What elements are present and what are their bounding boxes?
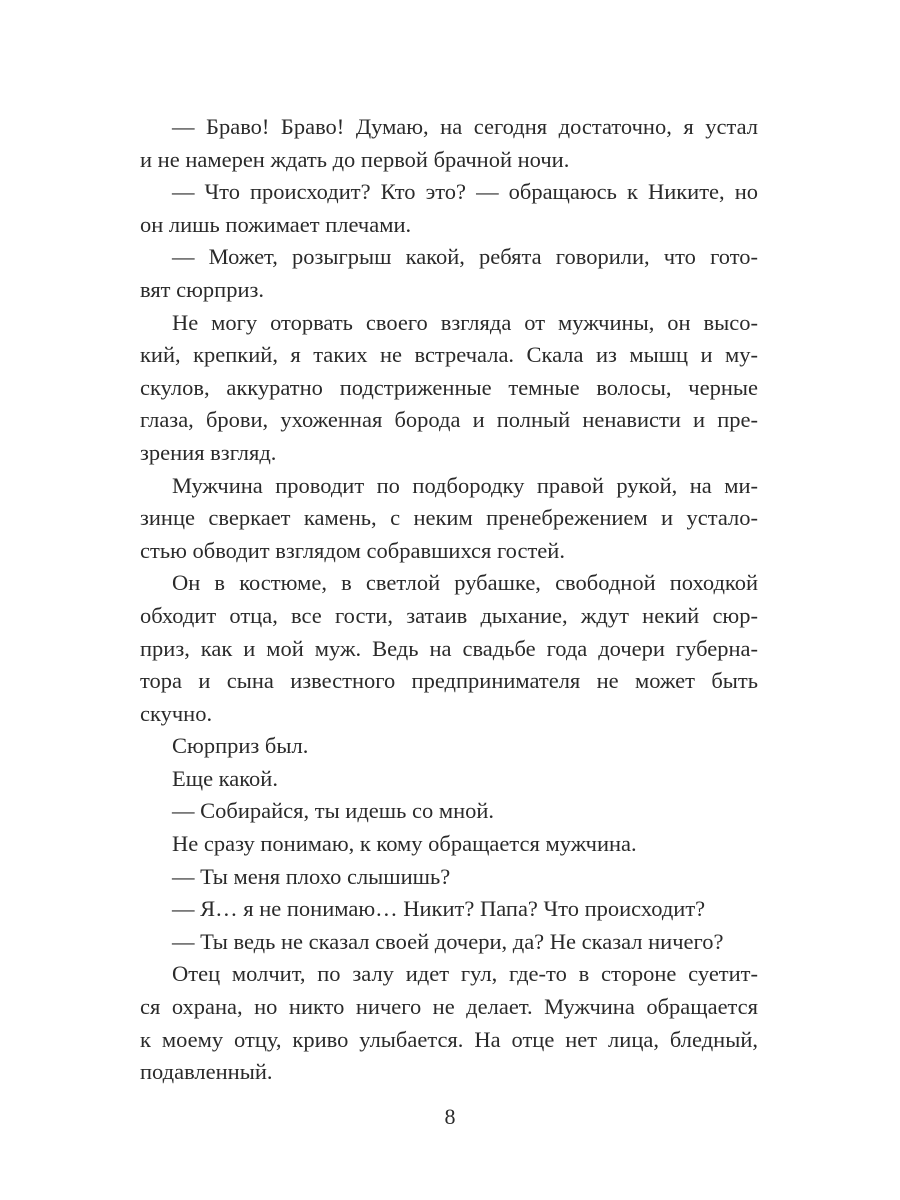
text-line: приз, как и мой муж. Ведь на свадьбе года дочери губерна- [140, 635, 758, 661]
text-line: — Ты ведь не сказал своей дочери, да? Не сказал ничего? [172, 928, 724, 954]
text-line: Мужчина проводит по подбородку правой рукой, на ми- [172, 472, 758, 498]
text-line: стью обводит взглядом собравшихся гостей. [140, 537, 565, 563]
text-line: ся охрана, но никто ничего не делает. Мужчина обращается [140, 994, 758, 1020]
text-line: и не намерен ждать до первой брачной ночи. [140, 146, 570, 172]
text-line: Еще какой. [172, 765, 278, 791]
text-line: Не сразу понимаю, к кому обращается мужчина. [172, 831, 637, 857]
text-line: — Ты меня плохо слышишь? [172, 863, 451, 889]
text-line: Не могу оторвать своего взгляда от мужчины, он высо- [172, 309, 758, 335]
text-line: — Браво! Браво! Думаю, на сегодня достаточно, я устал [172, 114, 758, 139]
text-line: скулов, аккуратно подстриженные темные волосы, черные [140, 374, 758, 400]
body-text [140, 111, 758, 1089]
text-line: обходит отца, все гости, затаив дыхание, ждут некий сюр- [140, 602, 758, 628]
text-line: — Может, розыгрыш какой, ребята говорили, что гото- [172, 244, 758, 270]
text-line: — Я… я не понимаю… Никит? Папа? Что происходит? [172, 896, 706, 922]
text-line: Сюрприз был. [172, 733, 309, 759]
page-number: 8 [444, 1104, 456, 1129]
text-line: тора и сына известного предпринимателя не может быть [140, 668, 758, 694]
text-line: Он в костюме, в светлой рубашке, свободной походкой [172, 570, 758, 596]
text-line: зрения взгляд. [140, 439, 277, 465]
text-line: — Собирайся, ты идешь со мной. [172, 798, 495, 824]
text-line: вят сюрприз. [140, 276, 265, 302]
text-line: он лишь пожимает плечами. [140, 211, 412, 237]
text-line: подавленный. [140, 1059, 273, 1085]
text-line: глаза, брови, ухоженная борода и полный ненависти и пре- [140, 407, 758, 433]
text-line: кий, крепкий, я таких не встречала. Скала из мышц и му- [140, 342, 758, 368]
text-line: Отец молчит, по залу идет гул, где-то в стороне суетит- [172, 961, 758, 987]
text-line: зинце сверкает камень, с неким пренебрежением и устало- [140, 505, 758, 531]
text-line: к моему отцу, криво улыбается. На отце нет лица, бледный, [140, 1026, 758, 1052]
text-line: скучно. [140, 700, 213, 726]
text-line: — Что происходит? Кто это? — обращаюсь к Никите, но [172, 179, 758, 205]
